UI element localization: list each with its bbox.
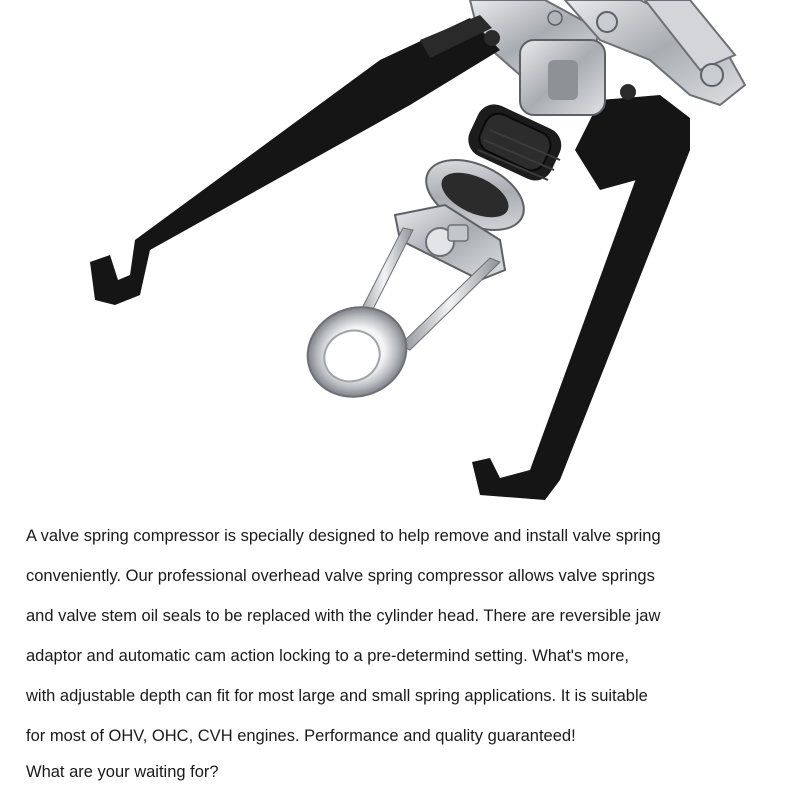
cam-lever-plates [470, 0, 745, 105]
description-line: What are your waiting for? [26, 763, 219, 781]
description-line: for most of OHV, OHC, CVH engines. Performance and quality guaranteed! [26, 727, 576, 745]
description-line: A valve spring compressor is specially designed to help remove and install valve spring [26, 527, 661, 545]
frame-left-arm [90, 15, 500, 305]
jaw-adaptor-ring [295, 294, 419, 411]
bolt-icon [620, 84, 636, 100]
description-line: with adjustable depth can fit for most large and small spring applications. It is suitable [26, 687, 648, 705]
product-description [26, 516, 786, 788]
cam-block [520, 40, 605, 115]
description-line: adaptor and automatic cam action locking to a pre-determind setting. What's more, [26, 647, 629, 665]
description-line: and valve stem oil seals to be replaced with the cylinder head. There are reversible jaw [26, 607, 661, 625]
description-line: conveniently. Our professional overhead valve spring compressor allows valve springs [26, 567, 655, 585]
bolt-icon [484, 30, 500, 46]
